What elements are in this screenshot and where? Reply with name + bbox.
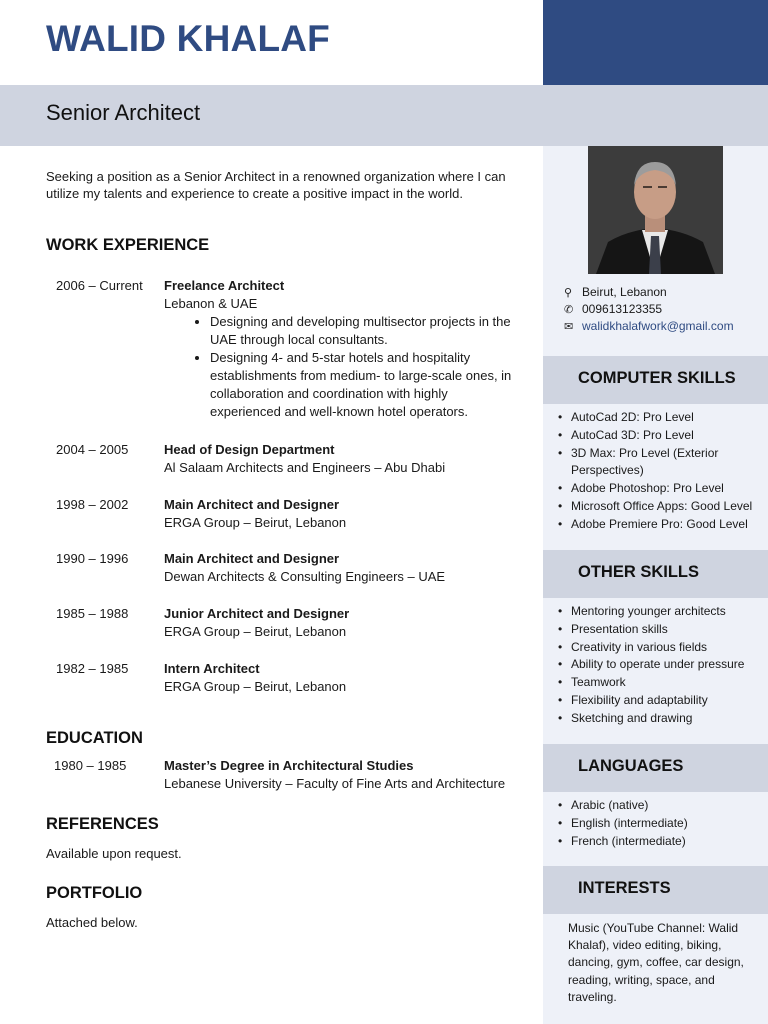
portfolio-text: Attached below. (46, 915, 138, 930)
email-link[interactable]: walidkhalafwork@gmail.com (582, 319, 734, 333)
portfolio-heading: PORTFOLIO (46, 884, 143, 902)
map-pin-icon: ⚲ (564, 287, 573, 299)
location-text: Beirut, Lebanon (582, 285, 667, 299)
languages-list (556, 797, 761, 850)
summary: Seeking a position as a Senior Architect in a renowned organization where I can utilize my talents and experience to create a positive impact in the world. (46, 169, 506, 201)
skill-item: • Adobe Premiere Pro: Good Level (556, 516, 761, 534)
job-date: 1982 – 1985 (56, 661, 129, 676)
skill-item: • Creativity in various fields (556, 639, 761, 657)
other-skills-list (556, 603, 761, 728)
profile-photo (588, 146, 723, 274)
envelope-icon: ✉ (564, 321, 574, 333)
computer-skills-header (543, 356, 768, 404)
job-org: ERGA Group – Beirut, Lebanon (164, 679, 347, 694)
contact-phone (564, 301, 662, 318)
language-item: • French (intermediate) (556, 833, 761, 851)
job-date: 2006 – Current (56, 278, 143, 293)
language-item: • English (intermediate) (556, 815, 761, 833)
skill-item: • AutoCad 3D: Pro Level (556, 427, 761, 445)
contact-location (564, 284, 667, 301)
skill-item: • Sketching and drawing (556, 710, 761, 728)
interests-text: Music (YouTube Channel: Walid Khalaf), video editing, biking, dancing, gym, coffee, car design, reading, writing, space, and traveling. (568, 921, 744, 1004)
other-skills-heading: OTHER SKILLS (578, 563, 700, 581)
job-date: 1990 – 1996 (56, 551, 129, 566)
job-org: ERGA Group – Beirut, Lebanon (164, 624, 347, 639)
job-bullet: • Designing 4- and 5-star hotels and hospitality establishments from medium- to large-scale ones, in collaboration and coordination with highly experienced and well-known hotel operators. (210, 349, 516, 421)
job-date: 1985 – 1988 (56, 606, 129, 621)
interests-heading: INTERESTS (578, 879, 671, 897)
education-degree: Master’s Degree in Architectural Studies (164, 758, 414, 773)
candidate-name: WALID KHALAF (46, 18, 330, 59)
job-bullets (164, 313, 516, 421)
phone-text: 009613123355 (582, 302, 663, 316)
job-date: 2004 – 2005 (56, 442, 129, 457)
job-role: Junior Architect and Designer (164, 606, 350, 621)
phone-icon: ✆ (564, 304, 574, 316)
language-item: • Arabic (native) (556, 797, 761, 815)
skill-item: • Flexibility and adaptability (556, 692, 761, 710)
languages-header (543, 744, 768, 792)
skill-item: • Presentation skills (556, 621, 761, 639)
contact-email (564, 318, 734, 335)
job-org: Dewan Architects & Consulting Engineers – UAE (164, 569, 446, 584)
references-text: Available upon request. (46, 846, 182, 861)
skill-item: • Adobe Photoshop: Pro Level (556, 480, 761, 498)
job-title: Senior Architect (46, 100, 201, 125)
skill-item: • Mentoring younger architects (556, 603, 761, 621)
other-skills-header (543, 550, 768, 598)
skill-item: • 3D Max: Pro Level (Exterior Perspectives) (556, 445, 761, 481)
interests-header (543, 866, 768, 914)
languages-heading: LANGUAGES (578, 757, 684, 775)
job-role: Head of Design Department (164, 442, 335, 457)
skill-item: • Teamwork (556, 674, 761, 692)
job-org: ERGA Group – Beirut, Lebanon (164, 515, 347, 530)
job-role: Main Architect and Designer (164, 551, 340, 566)
job-role: Main Architect and Designer (164, 497, 340, 512)
job-bullet: • Designing and developing multisector projects in the UAE through local consultants. (210, 313, 516, 349)
skill-item: • Microsoft Office Apps: Good Level (556, 498, 761, 516)
education-heading: EDUCATION (46, 729, 143, 747)
job-role: Intern Architect (164, 661, 260, 676)
computer-skills-heading: COMPUTER SKILLS (578, 369, 736, 387)
job-role: Freelance Architect (164, 278, 285, 293)
references-heading: REFERENCES (46, 815, 159, 833)
header-accent-block (543, 0, 768, 85)
skill-item: • Ability to operate under pressure (556, 656, 761, 674)
job-org: Lebanon & UAE (164, 296, 258, 311)
job-org: Al Salaam Architects and Engineers – Abu Dhabi (164, 460, 446, 475)
skill-item: • AutoCad 2D: Pro Level (556, 409, 761, 427)
education-date: 1980 – 1985 (54, 758, 127, 773)
education-school: Lebanese University – Faculty of Fine Arts and Architecture (164, 776, 506, 791)
computer-skills-list (556, 409, 761, 534)
job-date: 1998 – 2002 (56, 497, 129, 512)
work-experience-heading: WORK EXPERIENCE (46, 236, 210, 254)
